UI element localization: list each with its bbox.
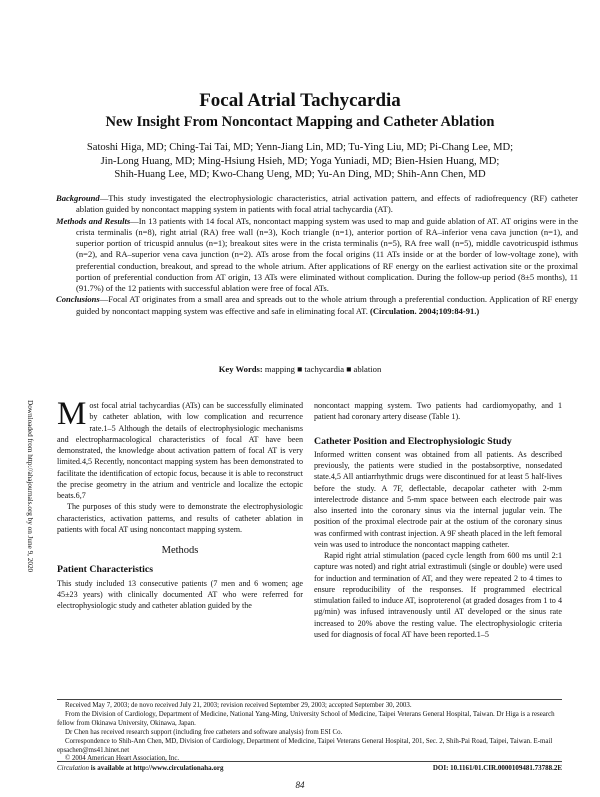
footnote-divider: [57, 699, 562, 700]
article-subtitle: New Insight From Noncontact Mapping and Catheter Ablation: [105, 114, 495, 130]
conclusions-text: —Focal AT originates from a small area and spreads out to the whole atrium through a preferential conduction. Application of RF energy guided by noncontact mapping system was effective and safe in eliminating focal AT.: [76, 294, 578, 316]
key-words: [0, 364, 600, 374]
consent-paragraph: Informed written consent was obtained from all patients. As described previously, the patients were studied in the postabsorptive, nonsedated state.4,5 All antiarrhythmic drugs were discontinued for at least 5 half-lives before the study. A 7F, deflectable, decapolar catheter with 2-mm interelectrode distance and 5-mm space between each electrode pair was also inserted into the coronary sinus via the internal jugular vein. The position of the proximal electrode pair at the ostium of the coronary sinus was confirmed with contrast injection. A 9F sheath placed in the left femoral vein was used to introduce the noncontact mapping catheter.: [314, 449, 562, 549]
journal-url[interactable]: is available at http://www.circulationaha.org: [89, 764, 224, 772]
doi: DOI: 10.1161/01.CIR.0000109481.73788.2E: [432, 764, 562, 772]
download-notice: [26, 400, 38, 640]
body-column-left: [57, 396, 303, 611]
patient-characteristics-heading: Patient Characteristics: [57, 564, 154, 576]
body-column-right: [314, 400, 562, 640]
conclusions-label: Conclusions: [56, 294, 100, 305]
patient-paragraph: This study included 13 consecutive patients (7 men and 6 women; age 45±23 years) with clinically documented AT who were referred for electrophysiologic study and catheter ablation guided by the: [57, 578, 303, 610]
background-label: Background: [56, 193, 100, 203]
key-words-list: mapping ■ tachycardia ■ ablation: [264, 364, 382, 374]
intro-paragraph: [57, 396, 303, 501]
stimulation-paragraph: Rapid right atrial stimulation (paced cycle length from 600 ms until 2:1 capture was noted) and right atrial extrastimuli (single or double) were used for induction and termination of AT, and they were repeated 2 to 4 times to ensure reproducibility of the responses. If programmed electrical stimulation failed to induce AT, isoproterenol (at graded dosages from 1 to 4 μg/min) was infused intravenously until AT developed or the sinus rate increased to 20% above the resting value. The electrophysiologic criteria used for diagnosis of focal AT have been reported.1–5: [314, 551, 562, 639]
footnote-correspondence: Correspondence to Shih-Ann Chen, MD, Division of Cardiology, Department of Medicine, Taipei Veterans General Hospital, 201, Sec. 2, Shih-Pai Road, Taipei, Taiwan. E-mail epsachen@ms41.hinet.net: [57, 737, 553, 754]
footnote-support: Dr Chen has received research support (including free catheters and software analysis) from ESI Co.: [65, 728, 343, 736]
abstract-methods: [56, 216, 578, 295]
methods-heading: Methods: [161, 545, 199, 556]
abstract-conclusions: [56, 294, 578, 317]
methods-label: Methods and Results: [56, 215, 131, 226]
author-line: Satoshi Higa, MD; Ching-Tai Tai, MD; Yenn-Jiang Lin, MD; Tu-Ying Liu, MD; Pi-Chang Lee, MD;: [86, 142, 514, 153]
author-line: Jin-Long Huang, MD; Ming-Hsiung Hsieh, MD; Yoga Yuniadi, MD; Bien-Hsien Huang, MD;: [100, 155, 500, 167]
catheter-position-heading: Catheter Position and Electrophysiologic Study: [314, 435, 512, 447]
journal-availability: [57, 764, 223, 772]
journal-name: Circulation: [57, 764, 90, 772]
footnote-copyright: © 2004 American Heart Association, Inc.: [65, 755, 180, 763]
background-text: —This study investigated the electrophysiologic characteristics, atrial activation pattern, and effects of radiofrequency (RF) catheter ablation guided by noncontact mapping system in patients with focal atrial tachycardia (AT).: [76, 193, 578, 215]
footnote-affiliation: From the Division of Cardiology, Department of Medicine, National Yang-Ming, University School of Medicine, Taipei Veterans General Hospital, Taiwan. Dr Higa is a research fellow from Okinawa University, Okinawa, Japan.: [57, 710, 555, 727]
download-notice-text: Downloaded from http://ahajournals.org by on June 9, 2020: [26, 400, 34, 573]
footnotes: [57, 702, 562, 764]
author-line: Shih-Huang Lee, MD; Kwo-Chang Ueng, MD; Yu-An Ding, MD; Shih-Ann Chen, MD: [114, 169, 486, 180]
article-title: Focal Atrial Tachycardia: [199, 90, 401, 111]
footer-divider: [57, 761, 562, 762]
methods-text: —In 13 patients with 14 focal ATs, noncontact mapping system was used to map and guide ablation of AT. AT origins were in the crista terminalis (n=8), right atrial (RA) free wall (n=3), Koch triangle (n=1), anterior portion of RA–inferior vena cava junction (n=1), and superior portion of tricuspid annulus (n=1); breakout sites were in the crista terminalis (n=5), RA free wall (n=5), middle cavotricuspid isthmus (n=2), and RA–superior vena cava junction (n=2). ATs arose from the focal origins (11 ATs inside or at the border of low-voltage zone), with preferential conduction, breakout, and spread to the whole atrium. After applications of RF energy on the earliest activation site or the proximal portion of preferential conduction from AT origin, 13 ATs were eliminated without complication. During the follow-up period (8±5 months), 11 (91.7%) of the 12 patients with successful ablation were free of focal ATs.: [76, 215, 578, 293]
drop-cap: M: [57, 396, 87, 432]
patient-paragraph-continued: noncontact mapping system. Two patients had cardiomyopathy, and 1 patient had coronary artery disease (Table 1).: [314, 401, 562, 422]
footnote-received: Received May 7, 2003; de novo received July 21, 2003; revision received September 29, 2003; accepted September 30, 2003.: [65, 702, 412, 709]
purpose-paragraph: The purposes of this study were to demonstrate the electrophysiologic characteristics, activation patterns, and results of catheter ablation in patients with focal AT using noncontact mapping system.: [57, 502, 303, 534]
intro-text: ost focal atrial tachycardias (ATs) can be successfully eliminated by catheter ablation, with low complication and recurrence rate.1–5 Although the details of electrophysiologic mechanisms and electropharmacological characteristics of focal AT have been demonstrated, the knowledge about activation pattern of focal AT is very limited.4,5 Recently, noncontact mapping system has been demonstrated to facilitate the identification of ectopic focus, because it is able to reconstruct the precise geometry in the atrium and ventricle and localize the ectopic beats.6,7: [57, 401, 303, 500]
key-words-label: Key Words:: [218, 364, 263, 374]
abstract: [56, 193, 578, 317]
page-number: 84: [295, 780, 305, 790]
citation: (Circulation. 2004;109:84-91.): [370, 305, 480, 316]
abstract-background: [56, 193, 578, 216]
author-list: [40, 141, 560, 182]
